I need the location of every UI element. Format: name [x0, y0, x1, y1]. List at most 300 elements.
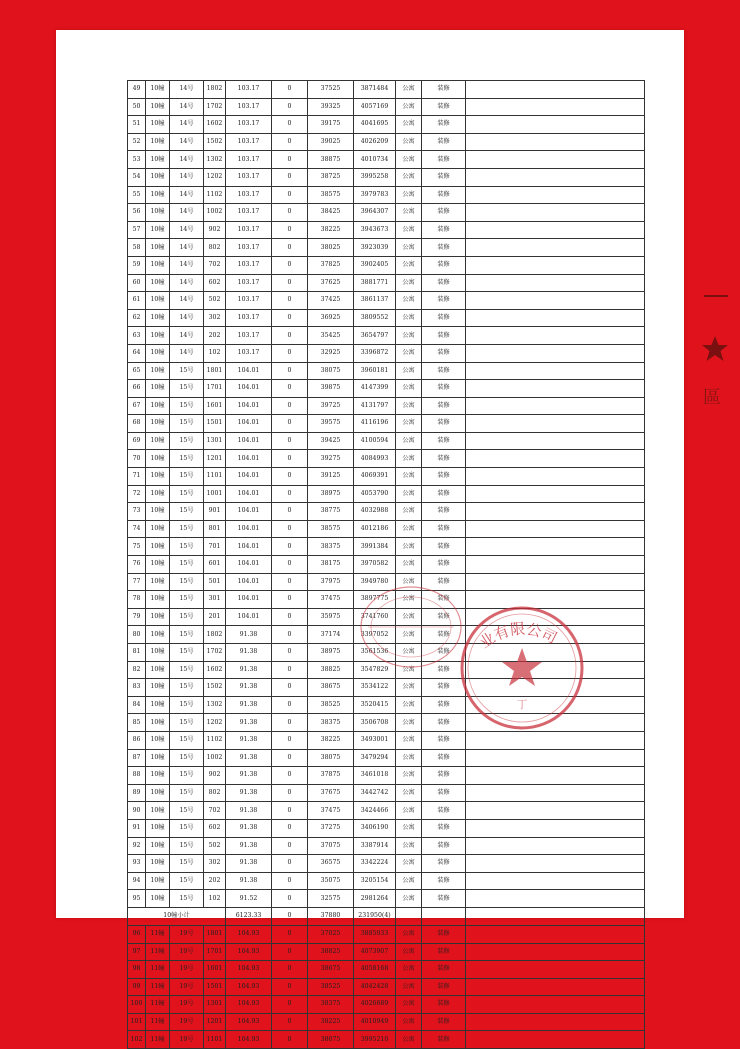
- cell-unit-price: 32575: [308, 890, 354, 908]
- cell-area: 91.38: [226, 644, 272, 662]
- cell-remark: [466, 204, 645, 222]
- cell-floor-diff: 0: [272, 344, 308, 362]
- table-row: [128, 679, 645, 697]
- cell-remark: [466, 872, 645, 890]
- cell-room: 602: [204, 274, 226, 292]
- table-row: [128, 1013, 645, 1031]
- cell-decoration: 装修: [422, 168, 466, 186]
- cell-room: 102: [204, 344, 226, 362]
- cell-row-number: 67: [128, 397, 146, 415]
- table-row: [128, 767, 645, 785]
- cell-decoration: 装修: [422, 520, 466, 538]
- table-row: [128, 239, 645, 257]
- cell-room: 1802: [204, 81, 226, 99]
- cell-area: 104.01: [226, 591, 272, 609]
- cell-row-number: 74: [128, 520, 146, 538]
- cell-building: 10幢: [146, 890, 170, 908]
- cell-usage: 公寓: [396, 1013, 422, 1031]
- cell-building: 10幢: [146, 767, 170, 785]
- cell-decoration: 装修: [422, 344, 466, 362]
- cell-room: 1602: [204, 116, 226, 134]
- cell-total-price: 4131797: [354, 397, 396, 415]
- cell-floor-diff: 0: [272, 819, 308, 837]
- cell-floor-diff: 0: [272, 538, 308, 556]
- cell-area: 104.01: [226, 432, 272, 450]
- cell-room: 1202: [204, 714, 226, 732]
- cell-building: 11幢: [146, 1013, 170, 1031]
- cell-room: 702: [204, 802, 226, 820]
- cell-unit-price: 38225: [308, 221, 354, 239]
- cell-area: 91.38: [226, 872, 272, 890]
- cell-area: 104.93: [226, 996, 272, 1014]
- cell-row-number: 64: [128, 344, 146, 362]
- cell-unit: 15号: [170, 819, 204, 837]
- cell-total-price: 4032988: [354, 503, 396, 521]
- cell-usage: 公寓: [396, 661, 422, 679]
- cell-remark: [466, 1031, 645, 1049]
- cell-unit-price: 38725: [308, 168, 354, 186]
- cell-remark: [466, 644, 645, 662]
- table-body-top: [128, 81, 645, 908]
- cell-unit-price: 38075: [308, 1031, 354, 1049]
- cell-room: 902: [204, 221, 226, 239]
- table-row: [128, 81, 645, 99]
- cell-unit-price: 37475: [308, 802, 354, 820]
- cell-unit-price: 38175: [308, 556, 354, 574]
- cell-remark: [466, 274, 645, 292]
- cell-area: 104.01: [226, 380, 272, 398]
- cell-row-number: 65: [128, 362, 146, 380]
- cell-floor-diff: 0: [272, 380, 308, 398]
- subtotal-floor: 0: [272, 907, 308, 925]
- cell-room: 1101: [204, 468, 226, 486]
- cell-floor-diff: 0: [272, 872, 308, 890]
- cell-area: 103.17: [226, 239, 272, 257]
- cell-building: 10幢: [146, 837, 170, 855]
- cell-total-price: 2981264: [354, 890, 396, 908]
- cell-building: 10幢: [146, 784, 170, 802]
- cell-decoration: 装修: [422, 204, 466, 222]
- cell-remark: [466, 696, 645, 714]
- cell-decoration: 装修: [422, 380, 466, 398]
- cell-remark: [466, 591, 645, 609]
- cell-usage: 公寓: [396, 608, 422, 626]
- cell-room: 1201: [204, 1013, 226, 1031]
- cell-usage: 公寓: [396, 468, 422, 486]
- cell-row-number: 59: [128, 256, 146, 274]
- table-row: [128, 943, 645, 961]
- cell-remark: [466, 784, 645, 802]
- cell-remark: [466, 432, 645, 450]
- cell-room: 902: [204, 767, 226, 785]
- cell-remark: [466, 1013, 645, 1031]
- cell-building: 10幢: [146, 468, 170, 486]
- cell-row-number: 62: [128, 309, 146, 327]
- table-row: [128, 961, 645, 979]
- cell-floor-diff: 0: [272, 644, 308, 662]
- cell-area: 91.38: [226, 802, 272, 820]
- cell-usage: 公寓: [396, 784, 422, 802]
- cell-unit-price: 39025: [308, 133, 354, 151]
- cell-building: 10幢: [146, 520, 170, 538]
- cell-unit: 15号: [170, 749, 204, 767]
- cell-total-price: 3991384: [354, 538, 396, 556]
- cell-unit: 15号: [170, 837, 204, 855]
- cell-area: 91.38: [226, 626, 272, 644]
- cell-row-number: 63: [128, 327, 146, 345]
- cell-total-price: 4041695: [354, 116, 396, 134]
- cell-row-number: 82: [128, 661, 146, 679]
- cell-row-number: 84: [128, 696, 146, 714]
- cell-total-price: 3493001: [354, 731, 396, 749]
- cell-floor-diff: 0: [272, 520, 308, 538]
- cell-area: 104.01: [226, 485, 272, 503]
- cell-unit: 14号: [170, 168, 204, 186]
- cell-unit: 15号: [170, 731, 204, 749]
- cell-room: 1601: [204, 961, 226, 979]
- margin-star-icon: [701, 335, 729, 363]
- cell-unit-price: 37075: [308, 837, 354, 855]
- cell-unit-price: 39175: [308, 116, 354, 134]
- cell-usage: 公寓: [396, 1031, 422, 1049]
- cell-room: 202: [204, 872, 226, 890]
- cell-total-price: 3461018: [354, 767, 396, 785]
- cell-building: 10幢: [146, 644, 170, 662]
- cell-building: 10幢: [146, 626, 170, 644]
- cell-floor-diff: 0: [272, 855, 308, 873]
- cell-building: 11幢: [146, 961, 170, 979]
- cell-floor-diff: 0: [272, 256, 308, 274]
- cell-floor-diff: 0: [272, 362, 308, 380]
- cell-unit-price: 38675: [308, 961, 354, 979]
- table-row: [128, 996, 645, 1014]
- cell-unit: 14号: [170, 344, 204, 362]
- cell-area: 104.01: [226, 608, 272, 626]
- table-row: [128, 749, 645, 767]
- cell-total-price: 3205154: [354, 872, 396, 890]
- cell-unit-price: 38375: [308, 714, 354, 732]
- cell-remark: [466, 767, 645, 785]
- cell-row-number: 77: [128, 573, 146, 591]
- cell-area: 103.17: [226, 168, 272, 186]
- cell-total-price: 3547829: [354, 661, 396, 679]
- table-row: [128, 362, 645, 380]
- cell-total-price: 3885033: [354, 925, 396, 943]
- cell-unit-price: 38375: [308, 996, 354, 1014]
- cell-remark: [466, 397, 645, 415]
- cell-usage: 公寓: [396, 256, 422, 274]
- cell-remark: [466, 837, 645, 855]
- cell-unit-price: 38675: [308, 679, 354, 697]
- cell-row-number: 55: [128, 186, 146, 204]
- cell-area: 91.38: [226, 855, 272, 873]
- cell-decoration: 装修: [422, 784, 466, 802]
- cell-building: 10幢: [146, 204, 170, 222]
- cell-room: 1201: [204, 450, 226, 468]
- cell-remark: [466, 556, 645, 574]
- cell-usage: 公寓: [396, 679, 422, 697]
- cell-usage: 公寓: [396, 98, 422, 116]
- cell-floor-diff: 0: [272, 837, 308, 855]
- cell-floor-diff: 0: [272, 784, 308, 802]
- cell-room: 301: [204, 591, 226, 609]
- cell-building: 10幢: [146, 239, 170, 257]
- cell-decoration: 装修: [422, 802, 466, 820]
- cell-floor-diff: 0: [272, 996, 308, 1014]
- cell-remark: [466, 996, 645, 1014]
- cell-decoration: 装修: [422, 503, 466, 521]
- cell-decoration: 装修: [422, 943, 466, 961]
- margin-dash-mark: [704, 295, 728, 297]
- cell-total-price: 4053790: [354, 485, 396, 503]
- cell-unit-price: 36925: [308, 309, 354, 327]
- cell-unit-price: 39325: [308, 98, 354, 116]
- cell-room: 202: [204, 327, 226, 345]
- table-row: [128, 978, 645, 996]
- cell-usage: 公寓: [396, 556, 422, 574]
- table-row: [128, 872, 645, 890]
- table-row: [128, 274, 645, 292]
- cell-area: 103.17: [226, 151, 272, 169]
- cell-floor-diff: 0: [272, 309, 308, 327]
- cell-usage: 公寓: [396, 819, 422, 837]
- cell-unit-price: 37525: [308, 81, 354, 99]
- cell-remark: [466, 520, 645, 538]
- cell-remark: [466, 538, 645, 556]
- cell-area: 103.17: [226, 274, 272, 292]
- cell-unit: 14号: [170, 204, 204, 222]
- cell-room: 502: [204, 292, 226, 310]
- cell-decoration: 装修: [422, 837, 466, 855]
- cell-room: 1801: [204, 925, 226, 943]
- cell-floor-diff: 0: [272, 661, 308, 679]
- cell-unit: 14号: [170, 256, 204, 274]
- cell-row-number: 85: [128, 714, 146, 732]
- cell-unit: 19号: [170, 1013, 204, 1031]
- cell-usage: 公寓: [396, 749, 422, 767]
- cell-area: 104.01: [226, 362, 272, 380]
- cell-row-number: 81: [128, 644, 146, 662]
- cell-usage: 公寓: [396, 538, 422, 556]
- cell-room: 801: [204, 520, 226, 538]
- cell-room: 501: [204, 573, 226, 591]
- cell-floor-diff: 0: [272, 432, 308, 450]
- cell-floor-diff: 0: [272, 274, 308, 292]
- cell-unit: 19号: [170, 925, 204, 943]
- cell-row-number: 95: [128, 890, 146, 908]
- cell-decoration: 装修: [422, 767, 466, 785]
- cell-decoration: 装修: [422, 749, 466, 767]
- table-row: [128, 855, 645, 873]
- cell-building: 10幢: [146, 450, 170, 468]
- cell-remark: [466, 256, 645, 274]
- cell-decoration: 装修: [422, 644, 466, 662]
- cell-remark: [466, 98, 645, 116]
- subtotal-area: 6123.33: [226, 907, 272, 925]
- cell-total-price: 3406190: [354, 819, 396, 837]
- cell-floor-diff: 0: [272, 943, 308, 961]
- cell-floor-diff: 0: [272, 133, 308, 151]
- cell-decoration: 装修: [422, 116, 466, 134]
- cell-area: 104.01: [226, 503, 272, 521]
- table-row: [128, 168, 645, 186]
- cell-unit: 15号: [170, 450, 204, 468]
- table-row: [128, 925, 645, 943]
- cell-remark: [466, 151, 645, 169]
- cell-row-number: 102: [128, 1031, 146, 1049]
- cell-room: 1802: [204, 626, 226, 644]
- cell-total-price: 4010949: [354, 1013, 396, 1031]
- cell-unit: 14号: [170, 292, 204, 310]
- cell-unit-price: 37425: [308, 292, 354, 310]
- cell-remark: [466, 221, 645, 239]
- price-ledger-table: [127, 80, 645, 1049]
- cell-row-number: 87: [128, 749, 146, 767]
- table-row: [128, 186, 645, 204]
- cell-total-price: 3861137: [354, 292, 396, 310]
- cell-total-price: 4100594: [354, 432, 396, 450]
- cell-row-number: 58: [128, 239, 146, 257]
- cell-unit: 15号: [170, 767, 204, 785]
- table-row: [128, 432, 645, 450]
- cell-decoration: 装修: [422, 151, 466, 169]
- cell-area: 104.93: [226, 961, 272, 979]
- cell-decoration: 装修: [422, 256, 466, 274]
- cell-decoration: 装修: [422, 556, 466, 574]
- cell-building: 10幢: [146, 81, 170, 99]
- cell-area: 91.38: [226, 819, 272, 837]
- svg-text:丁: 丁: [516, 698, 528, 711]
- cell-unit: 19号: [170, 1031, 204, 1049]
- cell-floor-diff: 0: [272, 749, 308, 767]
- cell-total-price: 3923039: [354, 239, 396, 257]
- cell-room: 1302: [204, 696, 226, 714]
- cell-building: 10幢: [146, 432, 170, 450]
- cell-decoration: 装修: [422, 274, 466, 292]
- cell-decoration: 装修: [422, 679, 466, 697]
- cell-row-number: 92: [128, 837, 146, 855]
- cell-usage: 公寓: [396, 978, 422, 996]
- cell-unit: 15号: [170, 784, 204, 802]
- cell-room: 901: [204, 503, 226, 521]
- cell-remark: [466, 239, 645, 257]
- cell-total-price: 3654797: [354, 327, 396, 345]
- cell-building: 10幢: [146, 802, 170, 820]
- table-row: [128, 608, 645, 626]
- cell-building: 10幢: [146, 380, 170, 398]
- cell-row-number: 71: [128, 468, 146, 486]
- cell-building: 10幢: [146, 591, 170, 609]
- cell-area: 91.38: [226, 767, 272, 785]
- cell-area: 104.93: [226, 943, 272, 961]
- cell-decoration: 装修: [422, 925, 466, 943]
- cell-decoration: 装修: [422, 819, 466, 837]
- cell-usage: 公寓: [396, 239, 422, 257]
- cell-row-number: 99: [128, 978, 146, 996]
- cell-total-price: 3506708: [354, 714, 396, 732]
- cell-unit-price: 38025: [308, 239, 354, 257]
- cell-row-number: 56: [128, 204, 146, 222]
- cell-total-price: 3342224: [354, 855, 396, 873]
- cell-area: 104.01: [226, 468, 272, 486]
- table-row: [128, 116, 645, 134]
- cell-decoration: 装修: [422, 714, 466, 732]
- subtotal-empty: [466, 907, 645, 925]
- cell-usage: 公寓: [396, 186, 422, 204]
- cell-remark: [466, 168, 645, 186]
- cell-row-number: 51: [128, 116, 146, 134]
- cell-unit: 15号: [170, 415, 204, 433]
- cell-area: 103.17: [226, 344, 272, 362]
- cell-remark: [466, 890, 645, 908]
- cell-room: 1702: [204, 644, 226, 662]
- cell-area: 104.01: [226, 556, 272, 574]
- cell-room: 1701: [204, 943, 226, 961]
- cell-room: 701: [204, 538, 226, 556]
- cell-area: 103.17: [226, 327, 272, 345]
- cell-building: 10幢: [146, 151, 170, 169]
- cell-building: 10幢: [146, 573, 170, 591]
- cell-total-price: 3995210: [354, 1031, 396, 1049]
- cell-floor-diff: 0: [272, 204, 308, 222]
- cell-unit-price: 37025: [308, 925, 354, 943]
- cell-total-price: 4042428: [354, 978, 396, 996]
- table-row: [128, 397, 645, 415]
- cell-total-price: 4058168: [354, 961, 396, 979]
- cell-usage: 公寓: [396, 961, 422, 979]
- table-row: [128, 626, 645, 644]
- cell-room: 1602: [204, 661, 226, 679]
- cell-total-price: 4116196: [354, 415, 396, 433]
- cell-room: 1001: [204, 485, 226, 503]
- cell-usage: 公寓: [396, 397, 422, 415]
- cell-total-price: 4069391: [354, 468, 396, 486]
- cell-decoration: 装修: [422, 855, 466, 873]
- cell-total-price: 3943673: [354, 221, 396, 239]
- cell-remark: [466, 133, 645, 151]
- cell-room: 702: [204, 256, 226, 274]
- cell-unit-price: 38525: [308, 696, 354, 714]
- cell-area: 103.17: [226, 204, 272, 222]
- cell-row-number: 70: [128, 450, 146, 468]
- cell-unit-price: 37475: [308, 591, 354, 609]
- cell-area: 103.17: [226, 116, 272, 134]
- cell-decoration: 装修: [422, 1013, 466, 1031]
- cell-room: 1002: [204, 204, 226, 222]
- cell-unit-price: 35075: [308, 872, 354, 890]
- cell-row-number: 96: [128, 925, 146, 943]
- seal-text: 业有限公司: [476, 619, 561, 652]
- cell-decoration: 装修: [422, 239, 466, 257]
- cell-building: 10幢: [146, 556, 170, 574]
- cell-room: 1502: [204, 679, 226, 697]
- cell-floor-diff: 0: [272, 1031, 308, 1049]
- cell-decoration: 装修: [422, 1031, 466, 1049]
- cell-unit-price: 38825: [308, 943, 354, 961]
- cell-unit: 15号: [170, 802, 204, 820]
- cell-area: 103.17: [226, 221, 272, 239]
- cell-building: 10幢: [146, 116, 170, 134]
- cell-decoration: 装修: [422, 292, 466, 310]
- cell-unit-price: 38225: [308, 731, 354, 749]
- cell-unit: 15号: [170, 503, 204, 521]
- cell-decoration: 装修: [422, 468, 466, 486]
- cell-floor-diff: 0: [272, 626, 308, 644]
- cell-remark: [466, 573, 645, 591]
- cell-unit-price: 38775: [308, 503, 354, 521]
- cell-total-price: 4010734: [354, 151, 396, 169]
- cell-remark: [466, 344, 645, 362]
